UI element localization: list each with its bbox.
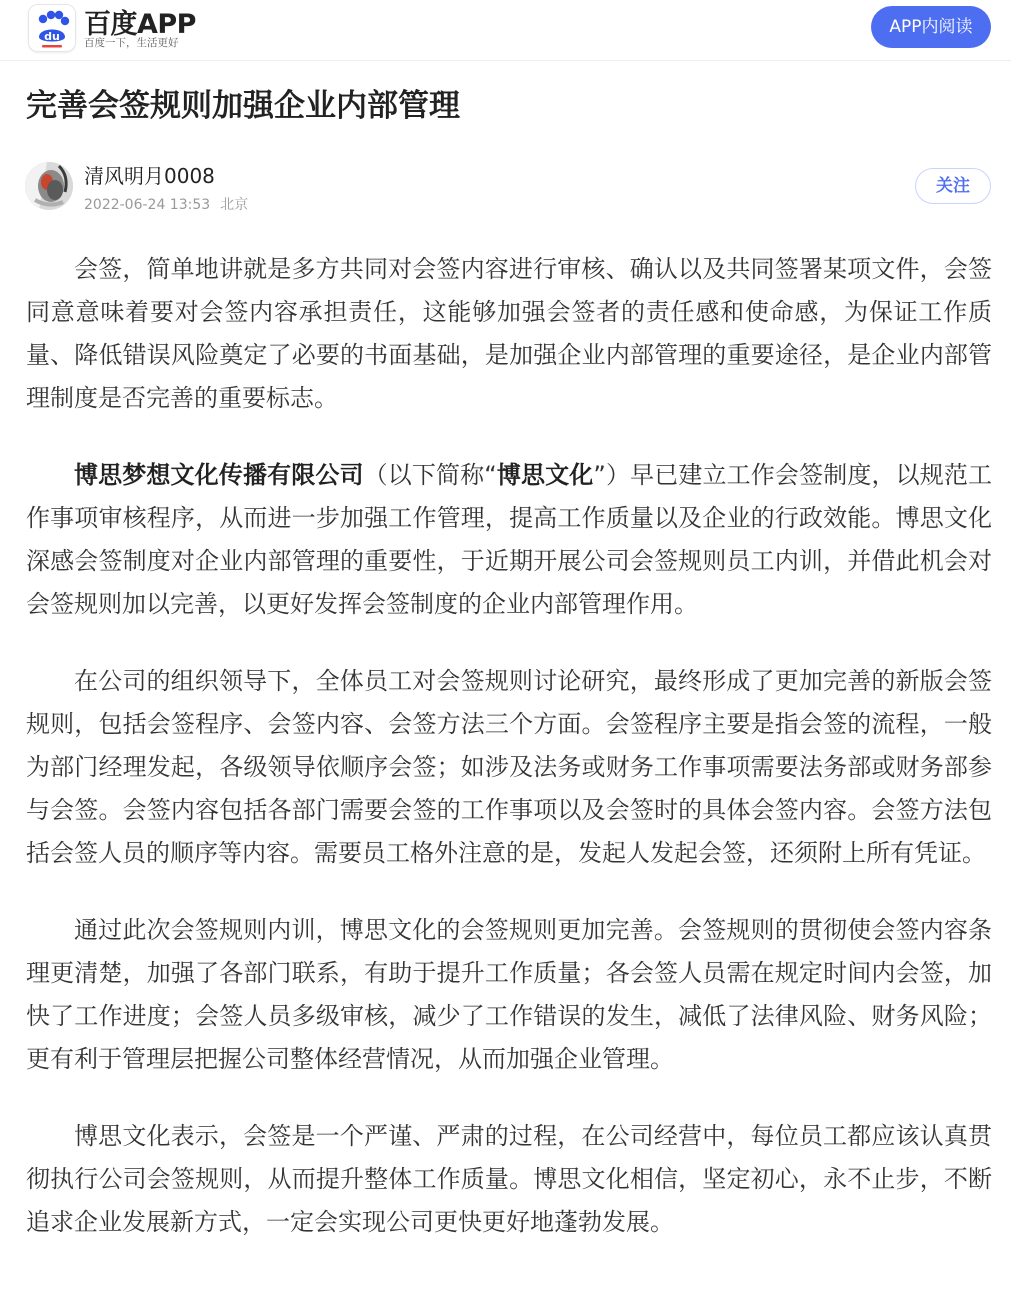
publish-location: 北京 (220, 197, 249, 213)
baidu-logo-icon[interactable] (28, 4, 76, 52)
company-short-name: 博思文化 (496, 461, 594, 489)
svg-text:du: du (44, 30, 60, 43)
paragraph-3: 在公司的组织领导下，全体员工对会签规则讨论研究，最终形成了更加完善的新版会签规则，包括会签程序、会签内容、会签方法三个方面。会签程序主要是指会签的流程，一般为部门经理发起，各级领导依顺序会签；如涉及法务或财务工作事项需要法务部或财务部参与会签。会签内容包括各部门需要会签的工作事项以及会签时的具体会签内容。会签方法包括会签人员的顺序等内容。需要员工格外注意的是，发起人发起会签，还须附上所有凭证。 (26, 667, 992, 867)
follow-button[interactable]: 关注 (915, 168, 991, 204)
brand-name: 百度APP (84, 9, 196, 40)
author-avatar[interactable] (25, 162, 73, 210)
article-body (26, 248, 992, 1278)
paragraph-2-part-a: （以下简称“ (363, 461, 497, 489)
author-name[interactable]: 清风明月0008 (84, 164, 215, 188)
company-name: 博思梦想文化传播有限公司 (74, 461, 364, 489)
paragraph-4: 通过此次会签规则内训，博思文化的会签规则更加完善。会签规则的贯彻使会签内容条理更清楚，加强了各部门联系，有助于提升工作质量；各会签人员需在规定时间内会签，加快了工作进度；会签人员多级审核，减少了工作错误的发生，减低了法律风险、财务风险；更有利于管理层把握公司整体经营情况，从而加强企业管理。 (26, 916, 992, 1073)
paragraph-2 (26, 454, 992, 626)
brand-slogan: 百度一下，生活更好 (84, 37, 179, 49)
paragraph-2-part-b: ”）早已建立工作会签制度，以规范工作事项审核程序，从而进一步加强工作管理，提高工作质量以及企业的行政效能。博思文化深感会签制度对企业内部管理的重要性，于近期开展公司会签规则员工内训，并借此机会对会签规则加以完善，以更好发挥会签制度的企业内部管理作用。 (26, 461, 993, 618)
article-title: 完善会签规则加强企业内部管理 (26, 88, 460, 124)
read-in-app-button[interactable]: APP内阅读 (871, 6, 991, 48)
paragraph-5: 博思文化表示，会签是一个严谨、严肃的过程，在公司经营中，每位员工都应该认真贯彻执行公司会签规则，从而提升整体工作质量。博思文化相信，坚定初心，永不止步，不断追求企业发展新方式，一定会实现公司更快更好地蓬勃发展。 (26, 1122, 992, 1236)
paragraph-1: 会签，简单地讲就是多方共同对会签内容进行审核、确认以及共同签署某项文件，会签同意意味着要对会签内容承担责任，这能够加强会签者的责任感和使命感，为保证工作质量、降低错误风险奠定了必要的书面基础，是加强企业内部管理的重要途径，是企业内部管理制度是否完善的重要标志。 (26, 255, 992, 412)
publish-meta (84, 194, 248, 214)
app-header (0, 0, 1011, 61)
publish-date: 2022-06-24 13:53 (84, 197, 211, 213)
